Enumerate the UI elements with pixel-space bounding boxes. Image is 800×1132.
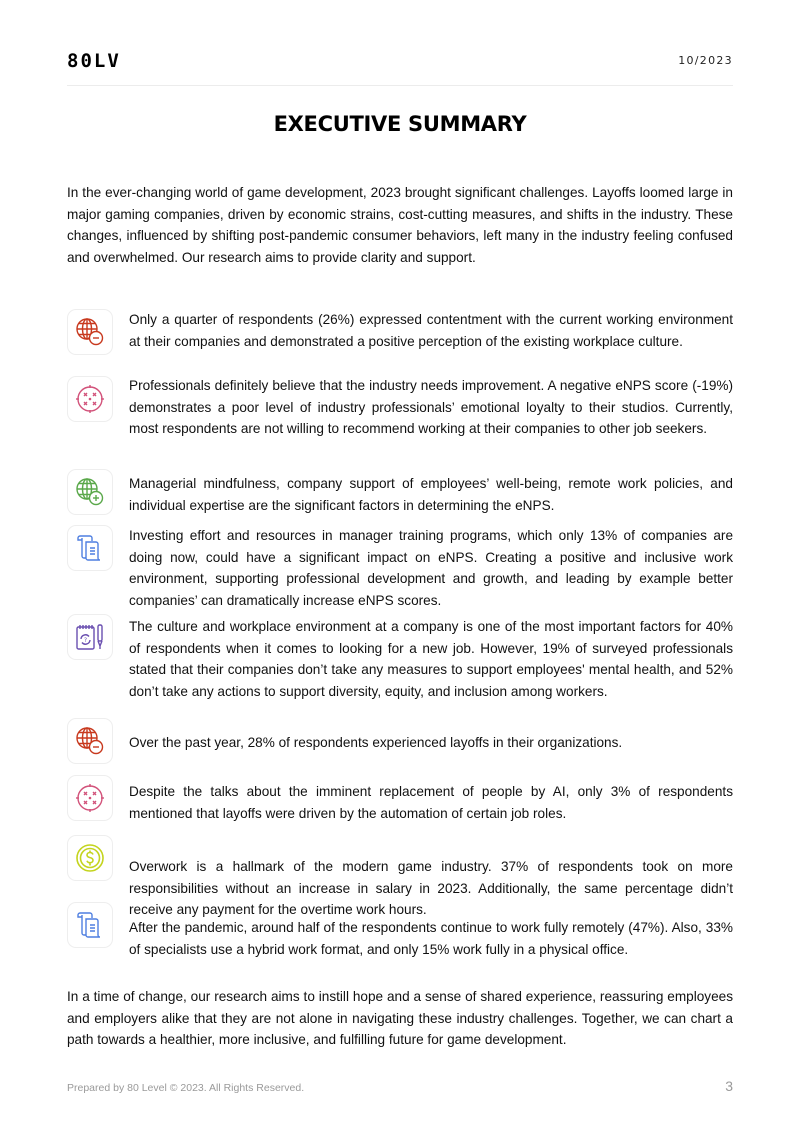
header-divider bbox=[67, 85, 733, 86]
scroll-icon bbox=[67, 525, 113, 571]
globe-minus-icon bbox=[67, 309, 113, 355]
summary-item-text: After the pandemic, around half of the respondents continue to work fully remotely (47%). Also, 33% of specialists use a hybrid work format, and only 15% work fully in a physical office. bbox=[129, 920, 733, 957]
page-number: 3 bbox=[725, 1078, 733, 1094]
logo-glyph: 8 bbox=[67, 50, 79, 72]
globe-minus-icon bbox=[67, 718, 113, 764]
closing-paragraph: In a time of change, our research aims to instill hope and a sense of shared experience, reassuring employees and employers alike that they are not alone in navigating these industry challenges. Together, we can chart a path towards a healthier, more inclusive, and fulfilling future for game development. bbox=[67, 989, 733, 1047]
summary-item-text: Over the past year, 28% of respondents experienced layoffs in their organizations. bbox=[129, 735, 623, 750]
summary-item-text: Despite the talks about the imminent replacement of people by AI, only 3% of respondents mentioned that layoffs were driven by the automation of certain job roles. bbox=[129, 784, 733, 821]
summary-item-text: Professionals definitely believe that the industry needs improvement. A negative eNPS score (-19%) demonstrates a poor level of industry professionals’ emotional loyalty to their studios. Currently, most respondents are not willing to recommend working at their companies to other job seekers. bbox=[129, 378, 733, 436]
logo-glyph: 0 bbox=[80, 50, 92, 72]
scroll-icon bbox=[67, 902, 113, 948]
notepad-question-icon bbox=[67, 614, 113, 660]
footer-copyright: Prepared by 80 Level © 2023. All Rights Reserved. bbox=[67, 1082, 305, 1094]
intro-paragraph: In the ever-changing world of game development, 2023 brought significant challenges. Layoffs loomed large in major gaming companies, driven by economic strains, cost-cutting measures, and shifts in the industry. These changes, influenced by shifting post-pandemic consumer behaviors, left many in the industry feeling confused and overwhelmed. Our research aims to provide clarity and support. bbox=[67, 185, 733, 265]
page-header bbox=[67, 50, 733, 74]
logo-glyph: L bbox=[93, 50, 106, 72]
globe-plus-icon bbox=[67, 469, 113, 515]
summary-item-text: Overwork is a hallmark of the modern game industry. 37% of respondents took on more responsibilities without an increase in salary in 2023. Additionally, the same percentage didn’t receive any payment for the overtime work hours. bbox=[129, 859, 733, 917]
summary-item-text: Managerial mindfulness, company support of employees’ well-being, remote work policies, and individual expertise are the significant factors in determining the eNPS. bbox=[129, 476, 733, 513]
summary-item-text: Only a quarter of respondents (26%) expressed contentment with the current working environment at their companies and demonstrated a positive perception of the existing workplace culture. bbox=[129, 312, 733, 349]
summary-item-text: Investing effort and resources in manager training programs, which only 13% of companies are doing now, could have a significant impact on eNPS. Creating a positive and inclusive work environment, supporting professional development and growth, and leading by example better companies’ can dramatically increase eNPS scores. bbox=[129, 528, 733, 608]
target-crosses-icon bbox=[67, 775, 113, 821]
target-crosses-icon bbox=[67, 376, 113, 422]
logo-glyph: V bbox=[107, 50, 119, 72]
dollar-coin-icon bbox=[67, 835, 113, 881]
report-date: 10/2023 bbox=[678, 54, 733, 67]
page-title: EXECUTIVE SUMMARY bbox=[273, 112, 527, 136]
summary-item-text: The culture and workplace environment at a company is one of the most important factors for 40% of respondents when it comes to looking for a new job. However, 19% of surveyed professionals stated that their companies don’t take any measures to support employees' mental health, and 52% don’t take any actions to support diversity, equity, and inclusion among workers. bbox=[129, 619, 733, 699]
logo-80lv bbox=[67, 52, 119, 70]
svg-text:?: ? bbox=[83, 637, 88, 644]
